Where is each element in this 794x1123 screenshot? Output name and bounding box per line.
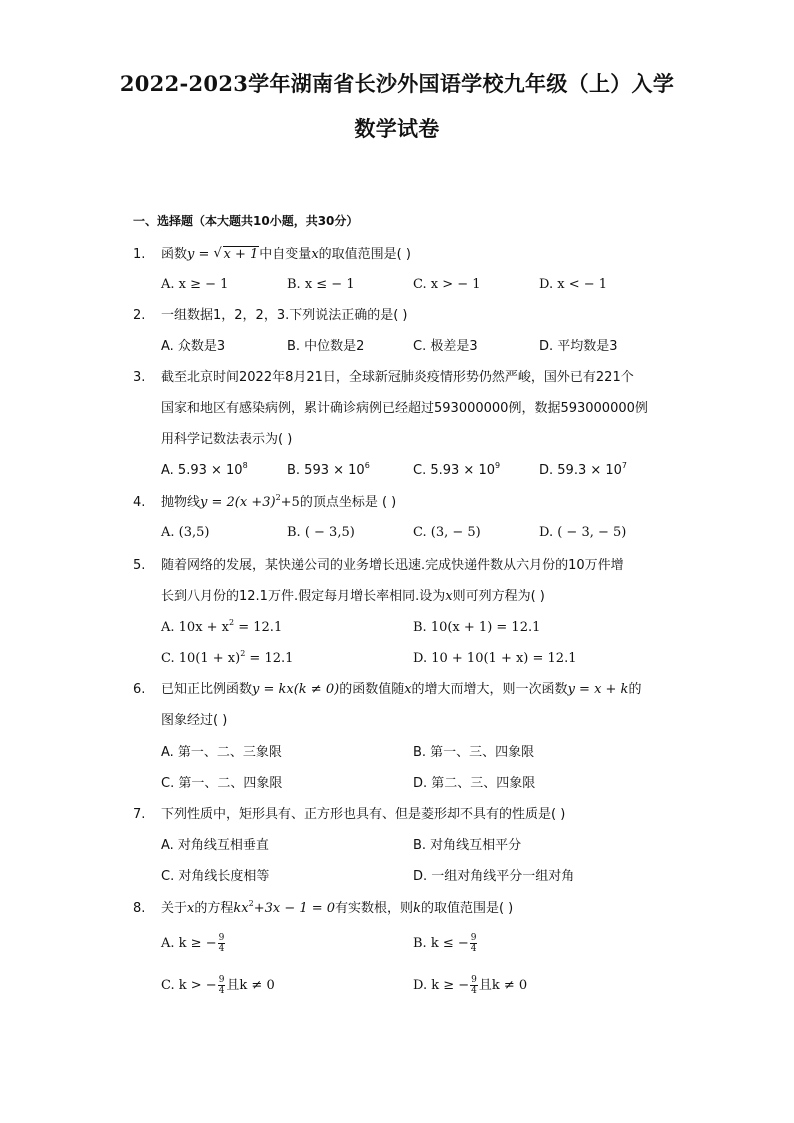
- exam-title-line-1: 2022-2023学年湖南省长沙外国语学校九年级（上）入学: [119, 71, 675, 96]
- question-number: 3.: [133, 370, 146, 385]
- options-q7-row-2: [161, 861, 681, 892]
- fraction: $\frac{9}{4}$: [218, 975, 225, 996]
- option-c[interactable]: C. 第一、二、四象限: [161, 776, 283, 791]
- question-stem: 已知正比例函数y = kx(k ≠ 0)的函数值随x的增大而增大，则一次函数y = x + k的 图象经过( ): [161, 682, 642, 728]
- options-q8-row-1: [161, 928, 681, 959]
- question-1: [133, 239, 673, 270]
- option-b[interactable]: B. 10(x + 1) = 12.1: [413, 620, 541, 635]
- option-d[interactable]: D. $59.3 \times 10^7$: [539, 461, 628, 478]
- option-d[interactable]: D. 10 + 10(1 + x) = 12.1: [413, 651, 577, 666]
- fraction: $\frac{9}{4}$: [471, 975, 477, 996]
- fraction: $\frac{9}{4}$: [470, 933, 477, 954]
- option-c[interactable]: C. x > − 1: [413, 277, 481, 292]
- options-q1: [161, 269, 681, 300]
- question-stem: 下列性质中，矩形具有、正方形也具有、但是菱形却不具有的性质是( ): [161, 807, 566, 822]
- option-d[interactable]: D. 一组对角线平分一组对角: [413, 869, 575, 884]
- options-q5-row-1: [161, 612, 681, 643]
- options-q4: [161, 517, 681, 548]
- question-stem: 随着网络的发展，某快递公司的业务增长迅速.完成快递件数从六月份的10万件增 长到八月份的12.1万件.假定每月增长率相同.设为x则可列方程为( ): [161, 558, 624, 604]
- options-q6-row-1: [161, 737, 681, 768]
- options-q8-row-2: [161, 970, 681, 1001]
- options-q3: [161, 455, 681, 486]
- options-q2: [161, 331, 681, 362]
- question-3: [133, 362, 673, 455]
- option-c[interactable]: C. $10(1 + x)^2 = 12.1$: [161, 649, 294, 666]
- question-number: 8.: [133, 901, 146, 916]
- options-q5-row-2: [161, 643, 681, 674]
- options-q7-row-1: [161, 830, 681, 861]
- question-5: [133, 550, 673, 612]
- question-stem: 关于x的方程$kx^2+3x - 1 = 0$有实数根，则k的取值范围是( ): [161, 899, 514, 916]
- question-number: 4.: [133, 495, 146, 510]
- option-a[interactable]: A. 众数是3: [161, 339, 226, 354]
- option-b[interactable]: B. ( − 3,5): [287, 525, 355, 540]
- question-stem: 截至北京时间2022年8月21日，全球新冠肺炎疫情形势仍然严峻，国外已有221个 国家和地区有感染病例，累计确诊病例已经超过593000000例，数据593000000例 用科学记数法表示为( ): [161, 370, 648, 447]
- option-b[interactable]: B. k ≤ − $\frac{9}{4}$: [413, 933, 477, 954]
- fraction: $\frac{9}{4}$: [218, 933, 225, 954]
- option-c[interactable]: C. $5.93 \times 10^9$: [413, 461, 501, 478]
- option-b[interactable]: B. $593 \times 10^6$: [287, 461, 370, 478]
- option-a[interactable]: A. k ≥ − $\frac{9}{4}$: [161, 933, 225, 954]
- option-b[interactable]: B. 对角线互相平分: [413, 838, 522, 853]
- exam-title-line-2: 数学试卷: [354, 116, 440, 141]
- option-a[interactable]: A. x ≥ − 1: [161, 277, 229, 292]
- question-6: [133, 674, 673, 736]
- question-2: [133, 300, 673, 331]
- option-c[interactable]: C. (3, − 5): [413, 525, 481, 540]
- option-b[interactable]: B. x ≤ − 1: [287, 277, 355, 292]
- question-number: 7.: [133, 807, 146, 822]
- question-stem: 一组数据1，2，2，3.下列说法正确的是( ): [161, 308, 408, 323]
- option-d[interactable]: D. x < − 1: [539, 277, 608, 292]
- option-b[interactable]: B. 中位数是2: [287, 339, 365, 354]
- option-a[interactable]: A. 对角线互相垂直: [161, 838, 269, 853]
- option-a[interactable]: A. $10x + x^2 = 12.1$: [161, 618, 283, 635]
- option-b[interactable]: B. 第一、三、四象限: [413, 745, 535, 760]
- option-c[interactable]: C. 极差是3: [413, 339, 478, 354]
- option-d[interactable]: D. 第二、三、四象限: [413, 776, 536, 791]
- option-a[interactable]: A. (3,5): [161, 525, 210, 540]
- option-c[interactable]: C. 对角线长度相等: [161, 869, 270, 884]
- question-stem: 抛物线$y = 2(x +3)^2+5$的顶点坐标是 ( ): [161, 493, 397, 510]
- question-4: [133, 487, 673, 518]
- options-q6-row-2: [161, 768, 681, 799]
- option-a[interactable]: A. 第一、二、三象限: [161, 745, 282, 760]
- question-number: 2.: [133, 308, 146, 323]
- option-d[interactable]: D. k ≥ − $\frac{9}{4}$ 且k ≠ 0: [413, 975, 528, 996]
- question-8: [133, 893, 673, 924]
- question-number: 1.: [133, 247, 146, 262]
- question-7: [133, 799, 673, 830]
- option-d[interactable]: D. ( − 3, − 5): [539, 525, 627, 540]
- question-number: 5.: [133, 558, 146, 573]
- question-number: 6.: [133, 682, 146, 697]
- option-a[interactable]: A. $5.93 \times 10^8$: [161, 461, 248, 478]
- option-c[interactable]: C. k > − $\frac{9}{4}$ 且k ≠ 0: [161, 975, 275, 996]
- option-d[interactable]: D. 平均数是3: [539, 339, 618, 354]
- question-stem: 函数y = √ x + 1中自变量x的取值范围是( ): [161, 239, 673, 270]
- sqrt-expression: √ x + 1: [214, 239, 260, 270]
- section-heading: 一、选择题（本大题共10小题，共30分）: [133, 214, 359, 228]
